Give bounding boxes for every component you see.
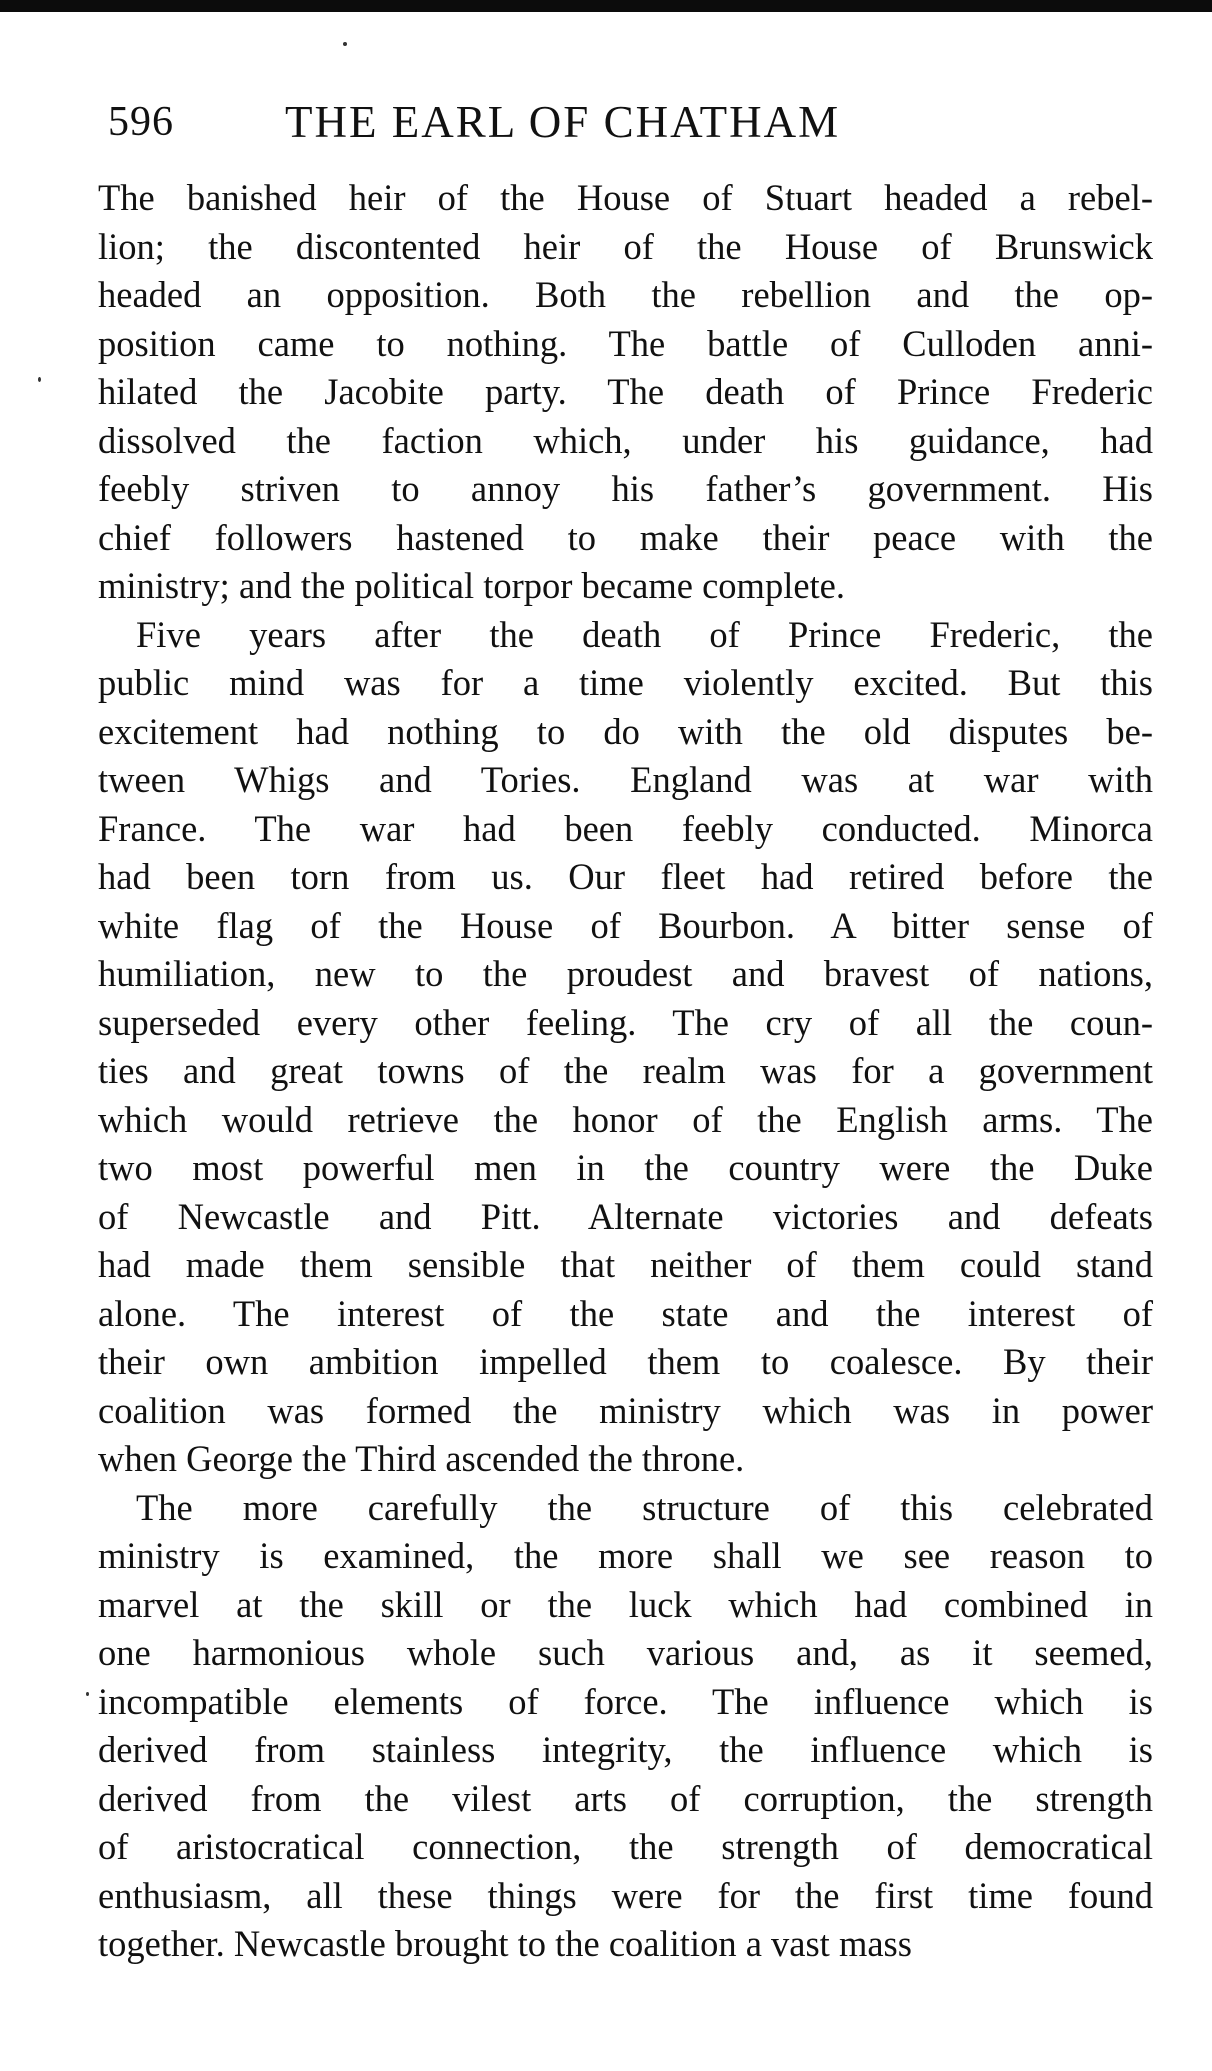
book-page — [98, 92, 1153, 1969]
text-line: had been torn from us. Our fleet had retired before the — [98, 856, 1153, 897]
text-line: when George the Third ascended the throne. — [98, 1438, 745, 1479]
text-line: which would retrieve the honor of the English arms. The — [98, 1098, 1153, 1140]
text-line: public mind was for a time violently excited. But this — [98, 662, 1153, 703]
text-line: ties and great towns of the realm was for a government — [98, 1050, 1153, 1091]
text-line: incompatible elements of force. The influence which is — [98, 1680, 1153, 1722]
body-text — [98, 174, 1153, 1969]
text-line: chief followers hastened to make their peace with the — [98, 516, 1153, 558]
text-line: alone. The interest of the state and the interest of — [98, 1292, 1153, 1334]
print-speck — [38, 377, 41, 382]
text-line: The more carefully the structure of this celebrated — [136, 1486, 1153, 1528]
text-line: white flag of the House of Bourbon. A bitter sense of — [98, 904, 1153, 946]
print-speck — [343, 42, 347, 46]
text-line: humiliation, new to the proudest and bravest of nations, — [98, 953, 1153, 994]
paragraph — [98, 1484, 1153, 1969]
running-head — [98, 92, 1153, 152]
text-line: headed an opposition. Both the rebellion and the op- — [98, 274, 1153, 315]
text-line: marvel at the skill or the luck which had combined in — [98, 1583, 1153, 1625]
text-line: Five years after the death of Prince Frederic, the — [136, 613, 1153, 655]
text-line: two most powerful men in the country were the Duke — [98, 1147, 1153, 1188]
text-line: one harmonious whole such various and, as it seemed, — [98, 1632, 1153, 1673]
text-line: of aristocratical connection, the strength of democratical — [98, 1826, 1153, 1867]
text-line: excitement had nothing to do with the old disputes be- — [98, 710, 1153, 752]
paragraph — [98, 174, 1153, 611]
text-line: superseded every other feeling. The cry of all the coun- — [98, 1001, 1153, 1043]
text-line: lion; the discontented heir of the House of Brunswick — [98, 225, 1153, 267]
text-line: coalition was formed the ministry which was in power — [98, 1389, 1153, 1431]
text-line: together. Newcastle brought to the coalition a vast mass — [98, 1923, 912, 1964]
text-line: tween Whigs and Tories. England was at war with — [98, 759, 1153, 800]
text-line: France. The war had been feebly conducted. Minorca — [98, 807, 1153, 849]
text-line: hilated the Jacobite party. The death of Prince Frederic — [98, 371, 1153, 412]
paragraph — [98, 611, 1153, 1484]
text-line: ministry; and the political torpor became complete. — [98, 565, 846, 606]
top-edge-rule — [0, 0, 1212, 12]
text-line: of Newcastle and Pitt. Alternate victories and defeats — [98, 1195, 1153, 1237]
text-line: dissolved the faction which, under his guidance, had — [98, 419, 1153, 461]
page-title: THE EARL OF CHATHAM — [285, 97, 841, 147]
text-line: derived from stainless integrity, the influence which is — [98, 1729, 1153, 1770]
text-line: their own ambition impelled them to coalesce. By their — [98, 1341, 1153, 1382]
text-line: ministry is examined, the more shall we see reason to — [98, 1535, 1153, 1576]
text-line: The banished heir of the House of Stuart headed a rebel- — [98, 177, 1153, 218]
text-line: position came to nothing. The battle of Culloden anni- — [98, 322, 1153, 364]
text-line: had made them sensible that neither of them could stand — [98, 1244, 1153, 1285]
text-line: feebly striven to annoy his father’s government. His — [98, 468, 1153, 509]
text-line: enthusiasm, all these things were for the first time found — [98, 1874, 1153, 1916]
print-speck — [86, 1692, 89, 1696]
page-number: 596 — [108, 99, 174, 145]
text-line: derived from the vilest arts of corruption, the strength — [98, 1777, 1153, 1819]
